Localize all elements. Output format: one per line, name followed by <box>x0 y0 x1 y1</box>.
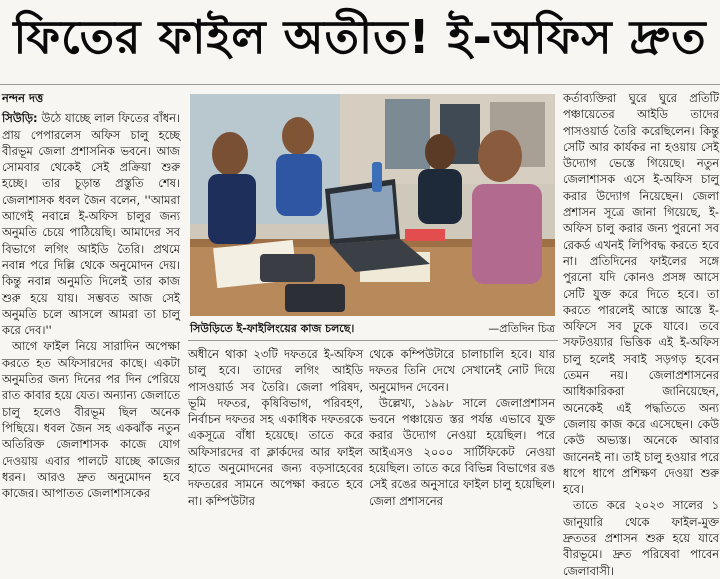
paragraph: আগে ফাইল নিয়ে সারাদিন অপেক্ষা করতে হত অফিসারদের কাছে। একটা অনুমতির জন্য দিনের পর দিন পেরিয়ে রাত কাবার হয়ে যেত। অন্যান্য জেলাতে চালু হলেও বীরভূম ছিল অনেক পিছিয়ে। ধবল জৈন সহ একঝাঁক নতুন অতিরিক্ত জেলাশাসক কাজে যোগ দেওয়ায় এবার পালটে যাচ্ছে কাজের ধরন। আরও দ্রুত অনুমোদন হবে কাজের। আপাতত জেলাশাসকের <box>2 339 180 501</box>
paragraph-lead <box>2 110 180 338</box>
article-column-2 <box>188 346 363 514</box>
byline: নন্দন দত্ত <box>2 91 44 105</box>
photo-caption-row <box>190 320 555 338</box>
article-column-1 <box>2 90 180 514</box>
dateline: সিউড়ি: <box>2 111 38 126</box>
article-column-4 <box>563 90 719 578</box>
paragraph: উল্লেখ্য, ১৯৯৮ সালে জেলাপ্রশাসন ভবনে পঞ্চায়েত স্তর পর্যন্ত এভাবে যুক্ত করার উদ্যোগ নেওয়া হয়েছিল। পরে আইএসও ২০০০ সার্টিফিকেট নেওয়া হয়েছিল। তাতে করে বিভিন্ন বিভাগের রঙ সেই রঙের অনুসারে ফাইল চালু হয়েছিল। জেলা প্রশাসনের <box>369 395 555 508</box>
paragraph: কর্তাব্যক্তিরা ঘুরে ঘুরে প্রতিটি পঞ্চায়েতের আইডি তাদের পাসওয়ার্ড তৈরি করেছিলেন। কিন্তু সেটি আর কার্যকর না হওয়ায় সেই উদ্যোগ ভেস্তে গিয়েছে। নতুন জেলাশাসক এসে ই-অফিস চালু করার উদ্যোগ নিয়েছেন। জেলা প্রশাসন সূত্রে জানা গিয়েছে, ই-অফিস চালু করার জন্য পুরনো সব রেকর্ড এখনই লিপিবদ্ধ করতে হবে না। প্রতিদিনের ফাইলের সঙ্গে পুরনো যদি কোনও প্রসঙ্গ আসে সেটি যুক্ত করে দিতে হবে। তা করতে পারলেই আস্তে আস্তে ই-অফিসে সব ঢুকে যাবে। তবে সফটওয়্যার ভিত্তিক এই ই-অফিস চালু হলেই সবাই সড়গড় হবেন তেমন নয়। জেলাপ্রশাসনের আধিকারিকরা জানিয়েছেন, অনেকেই এই পদ্ধতিতে অন্য জেলায় কাজ করে এসেছেন। কেউ কেউ অভ্যস্ত। অনেকে আবার জানেনই না। তাই চালু হওয়ার পরে ধাপে ধাপে প্রশিক্ষণ দেওয়া শুরু হবে। <box>563 91 719 497</box>
caption-rule <box>188 340 558 341</box>
paragraph: থেকে কম্পিউটারে চালাচালি হবে। যার দফতর তিনি দেখে সেখানেই নোট দিয়ে অনুমোদন দেবেন। <box>369 347 555 394</box>
office-scene-illustration <box>190 94 555 316</box>
photo-caption: সিউড়িতে ই-ফাইলিংয়ের কাজ চলছে। <box>190 321 355 335</box>
news-photo <box>190 94 555 316</box>
paragraph: তাতে করে ২০২৩ সালের ১ জানুয়ারি থেকে ফাইল-মুক্ত দ্রুততর প্রশাসন শুরু হয়ে যাবে বীরভূমে। দ্রুত পরিষেবা পাবেন জেলাবাসী। <box>563 498 719 578</box>
article-column-3 <box>369 346 555 514</box>
headline: ফিতের ফাইল অতীত! ই-অফিস দ্রুত <box>13 10 707 64</box>
paragraph: অধীনে থাকা ২৩টি দফতরে ই-অফিস চালু হবে। তাদের লগিং আইডি পাসওয়ার্ড সব তৈরি। জেলা পরিষদ, ভূমি দফতর, কৃষিবিভাগ, পরিবহণ, নির্বাচন দফতর সহ একাধিক দফতরকে একসূত্রে বাঁধা হয়েছে। তাতে করে অফিসারদের বা ক্লার্কদের আর ফাইল হাতে অনুমোদনের জন্য বড়সাহেবের দফতরের সামনে অপেক্ষা করতে হবে না। কম্পিউটার <box>188 347 363 508</box>
photo-credit: —প্রতিদিন চিত্র <box>488 321 555 335</box>
headline-rule <box>0 84 720 85</box>
lead-text: উঠে যাচ্ছে লাল ফিতের বাঁধন। প্রায় পেপারলেস অফিস চালু হচ্ছে বীরভূম জেলা প্রশাসনিক ভবনে। আজ সোমবার থেকেই সেই প্রক্রিয়া শুরু হচ্ছে। তার চূড়ান্ত প্রস্তুতি শেষ। জেলাশাসক ধবল জৈন বলেন, ''আমরা আগেই নবান্নে ই-অফিস চালুর জন্য অনুমতি চেয়ে পাঠিয়েছি। আমাদের সব বিভাগে লগিং আইডি তৈরি। প্রথমে নবান্ন পরে দিল্লি থেকে অনুমোদন দেয়। কিন্তু নবান্ন অনুমতি দিলেই তার কাজ শুরু হয়ে যায়। সম্ভবত আজ সেই অনুমতি চলে আসলে আমরা তা চালু করে দেব।'' <box>2 111 180 338</box>
